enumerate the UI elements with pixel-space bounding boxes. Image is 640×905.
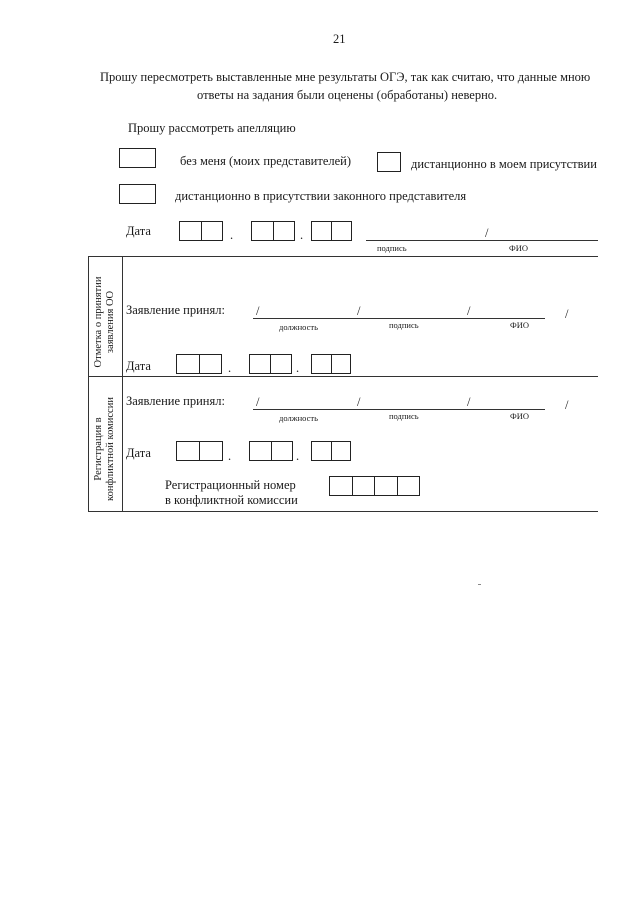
- reg-number-label-line1: Регистрационный номер: [165, 478, 296, 492]
- slash: /: [565, 398, 569, 412]
- option-without-me-label: без меня (моих представителей): [180, 154, 352, 168]
- intro-line-2: ответы на задания были оценены (обработаны) неверно.: [197, 88, 498, 102]
- signature-caption: подпись: [389, 411, 419, 421]
- option-remote-rep-label: дистанционно в присутствии законного представителя: [175, 189, 467, 203]
- oo-date-year[interactable]: [311, 354, 351, 374]
- signature-caption: подпись: [389, 320, 419, 330]
- fio-caption: ФИО: [510, 411, 529, 421]
- commission-date-year[interactable]: [311, 441, 351, 461]
- slash: /: [256, 395, 260, 409]
- reg-number-label-line2: в конфликтной комиссии: [165, 493, 298, 507]
- commission-date-label: Дата: [126, 446, 151, 460]
- appeal-heading: Прошу рассмотреть апелляцию: [128, 121, 296, 135]
- table-middle-border: [88, 376, 598, 377]
- applicant-date-day[interactable]: [179, 221, 223, 241]
- section-commission-side-label: Регистрация в конфликтной комиссии: [93, 397, 116, 501]
- commission-date-month[interactable]: [249, 441, 293, 461]
- slash: /: [565, 307, 569, 321]
- oo-date-day[interactable]: [176, 354, 222, 374]
- applicant-date-month[interactable]: [251, 221, 295, 241]
- slash: /: [256, 304, 260, 318]
- option-remote-me-label: дистанционно в моем присутствии: [411, 157, 597, 171]
- dot: .: [296, 449, 300, 463]
- slash: /: [467, 304, 471, 318]
- commission-date-day[interactable]: [176, 441, 223, 461]
- dot: .: [228, 449, 232, 463]
- dot: .: [296, 361, 300, 375]
- checkbox-remote-me[interactable]: [377, 152, 401, 172]
- section-oo-side-label: Отметка о принятии заявления ОО: [93, 276, 116, 368]
- applicant-date-year[interactable]: [311, 221, 352, 241]
- oo-accepted-line[interactable]: [253, 318, 545, 319]
- table-top-border: [88, 256, 598, 257]
- checkbox-without-me[interactable]: [119, 148, 156, 168]
- applicant-date-label: Дата: [126, 224, 151, 238]
- slash: /: [357, 304, 361, 318]
- applicant-signature-line[interactable]: [366, 240, 598, 241]
- intro-line-1: Прошу пересмотреть выставленные мне результаты ОГЭ, так как считаю, что данные мною: [100, 70, 591, 84]
- reg-number-field[interactable]: [329, 476, 420, 496]
- commission-accepted-line[interactable]: [253, 409, 545, 410]
- table-bottom-border: [88, 511, 598, 512]
- table-column-divider: [122, 256, 123, 511]
- table-left-border: [88, 256, 89, 511]
- position-caption: должность: [279, 413, 318, 423]
- dot: .: [230, 228, 234, 242]
- page-number: 21: [333, 32, 346, 46]
- scan-mark: [478, 584, 481, 585]
- oo-date-month[interactable]: [249, 354, 292, 374]
- slash: /: [485, 226, 489, 240]
- position-caption: должность: [279, 322, 318, 332]
- dot: .: [228, 361, 232, 375]
- signature-caption: подпись: [377, 243, 407, 253]
- slash: /: [467, 395, 471, 409]
- checkbox-remote-rep[interactable]: [119, 184, 156, 204]
- slash: /: [357, 395, 361, 409]
- oo-accepted-label: Заявление принял:: [126, 303, 225, 317]
- oo-date-label: Дата: [126, 359, 151, 373]
- fio-caption: ФИО: [509, 243, 528, 253]
- dot: .: [300, 228, 304, 242]
- commission-accepted-label: Заявление принял:: [126, 394, 225, 408]
- fio-caption: ФИО: [510, 320, 529, 330]
